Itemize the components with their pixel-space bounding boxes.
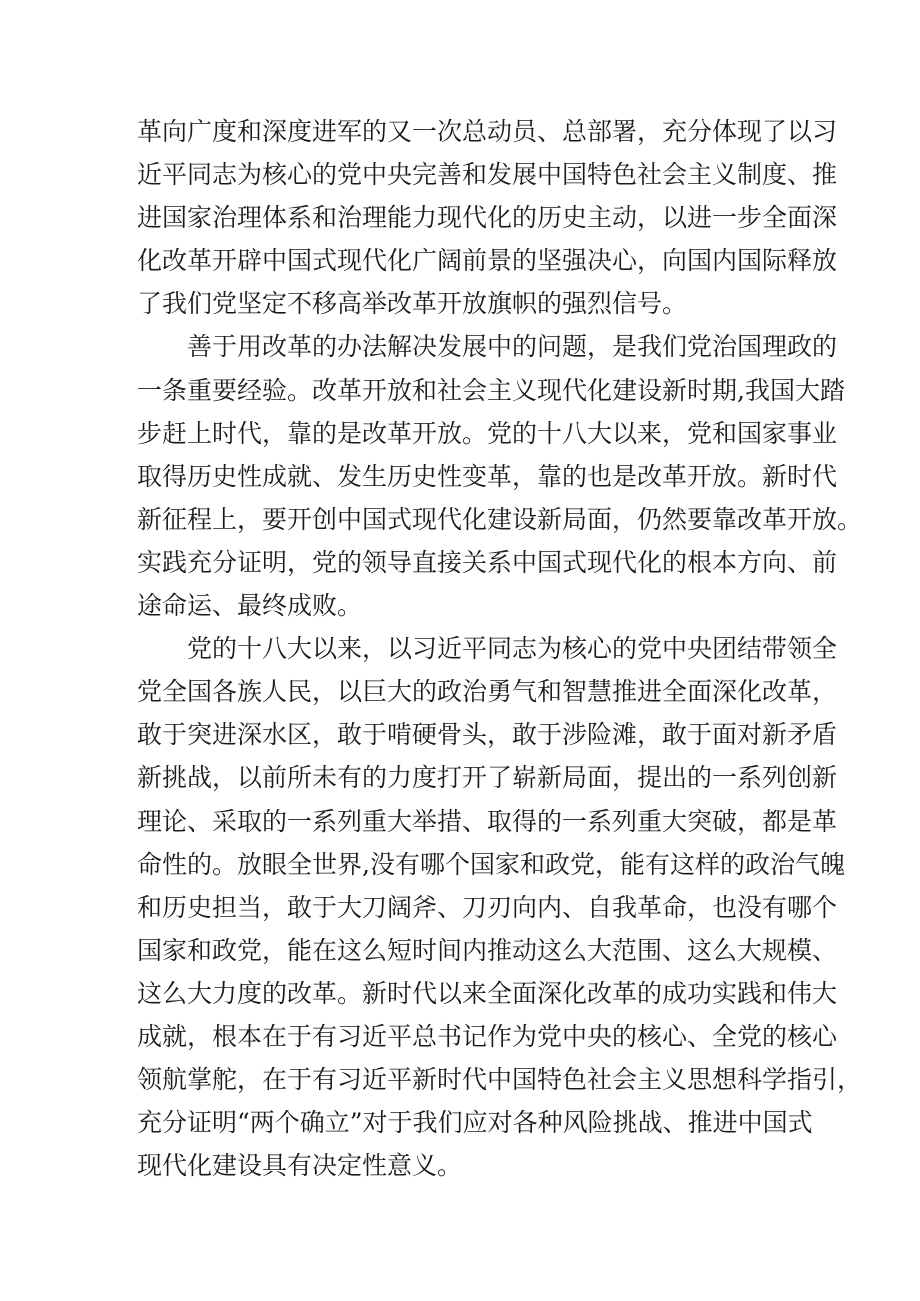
text-line: 现代化建设具有决定性意义。 bbox=[137, 1151, 463, 1181]
document-body bbox=[137, 110, 863, 1187]
text-line: 党的十八大以来，以习近平同志为核心的党中央团结带领全 bbox=[187, 634, 838, 664]
paragraph bbox=[137, 627, 863, 1187]
text-line: 进国家治理体系和治理能力现代化的历史主动，以进一步全面深 bbox=[137, 203, 838, 233]
text-line: 成就，根本在于有习近平总书记作为党中央的核心、全党的核心 bbox=[137, 1021, 838, 1051]
text-line: 国家和政党，能在这么短时间内推动这么大范围、这么大规模、 bbox=[137, 935, 838, 965]
text-line: 步赶上时代，靠的是改革开放。党的十八大以来，党和国家事业 bbox=[137, 418, 838, 448]
text-line: 充分证明“两个确立”对于我们应对各种风险挑战、推进中国式 bbox=[137, 1108, 813, 1138]
text-line: 这么大力度的改革。新时代以来全面深化改革的成功实践和伟大 bbox=[137, 978, 838, 1008]
paragraph bbox=[137, 325, 863, 627]
text-line: 新挑战，以前所未有的力度打开了崭新局面，提出的一系列创新 bbox=[137, 763, 838, 793]
text-line: 善于用改革的办法解决发展中的问题，是我们党治国理政的 bbox=[187, 332, 838, 362]
text-line: 命性的。放眼全世界,没有哪个国家和政党，能有这样的政治气魄 bbox=[137, 849, 845, 879]
text-line: 取得历史性成就、发生历史性变革，靠的也是改革开放。新时代 bbox=[137, 461, 838, 491]
paragraph bbox=[137, 110, 838, 325]
text-line: 党全国各族人民，以巨大的政治勇气和智慧推进全面深化改革， bbox=[137, 677, 838, 707]
text-line: 途命运、最终成败。 bbox=[137, 591, 363, 621]
text-line: 理论、采取的一系列重大举措、取得的一系列重大突破，都是革 bbox=[137, 806, 838, 836]
text-line: 敢于突进深水区，敢于啃硬骨头，敢于涉险滩，敢于面对新矛盾 bbox=[137, 720, 838, 750]
text-line: 化改革开辟中国式现代化广阔前景的坚强决心，向国内国际释放 bbox=[137, 246, 838, 276]
text-line: 实践充分证明，党的领导直接关系中国式现代化的根本方向、前 bbox=[137, 547, 838, 577]
text-line: 了我们党坚定不移高举改革开放旗帜的强烈信号。 bbox=[137, 289, 688, 319]
text-line: 和历史担当，敢于大刀阔斧、刀刃向内、自我革命，也没有哪个 bbox=[137, 892, 838, 922]
text-line: 领航掌舵，在于有习近平新时代中国特色社会主义思想科学指引， bbox=[137, 1065, 863, 1095]
text-line: 新征程上，要开创中国式现代化建设新局面，仍然要靠改革开放。 bbox=[137, 504, 863, 534]
text-line: 一条重要经验。改革开放和社会主义现代化建设新时期,我国大踏 bbox=[137, 375, 845, 405]
text-line: 革向广度和深度进军的又一次总动员、总部署，充分体现了以习 bbox=[137, 117, 838, 146]
text-line: 近平同志为核心的党中央完善和发展中国特色社会主义制度、推 bbox=[137, 160, 838, 190]
